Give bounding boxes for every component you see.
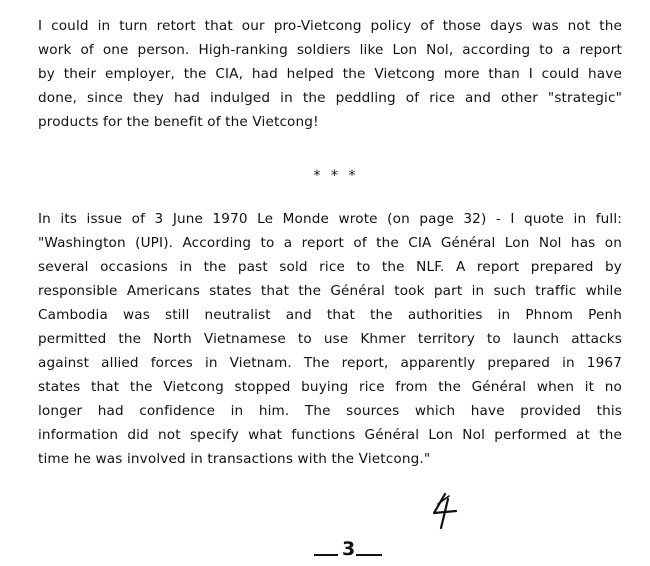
paragraph-1-line: work of one person. High-ranking soldiers like Lon Nol, according to a report <box>38 42 622 58</box>
paragraph-2-line: "Washington (UPI). According to a report of the CIA Général Lon Nol has on <box>38 235 622 251</box>
paragraph-1-line: I could in turn retort that our pro-Vietcong policy of those days was not the <box>38 18 622 34</box>
paragraph-1-line: done, since they had indulged in the peddling of rice and other "strategic" <box>38 90 622 106</box>
page-number-dash-left <box>314 554 338 556</box>
paragraph-1-line: by their employer, the CIA, had helped the Vietcong more than I could have <box>38 66 622 82</box>
paragraph-2-line: In its issue of 3 June 1970 Le Monde wrote (on page 32) - I quote in full: <box>38 211 622 227</box>
handwritten-mark <box>428 490 462 530</box>
paragraph-2-line: responsible Americans states that the Général took part in such traffic while <box>38 283 622 299</box>
paragraph-2-line: several occasions in the past sold rice to the NLF. A report prepared by <box>38 259 622 275</box>
paragraph-1 <box>38 14 622 134</box>
page-number <box>306 536 386 562</box>
section-separator: * * * <box>313 168 359 184</box>
paragraph-2-line: time he was involved in transactions with the Vietcong." <box>38 451 431 467</box>
paragraph-2-line: permitted the North Vietnamese to use Khmer territory to launch attacks <box>38 331 622 347</box>
paragraph-2 <box>38 207 622 471</box>
paragraph-1-line: products for the benefit of the Vietcong! <box>38 114 319 130</box>
paragraph-2-line: longer had confidence in him. The sources which have provided this <box>38 403 622 419</box>
paragraph-2-line: against allied forces in Vietnam. The report, apparently prepared in 1967 <box>38 355 622 371</box>
page-number-value: 3 <box>342 538 356 560</box>
paragraph-2-line: information did not specify what functions Général Lon Nol performed at the <box>38 427 622 443</box>
paragraph-2-line: states that the Vietcong stopped buying rice from the Général when it no <box>38 379 622 395</box>
page-number-dash-right <box>356 554 382 556</box>
paragraph-2-line: Cambodia was still neutralist and that the authorities in Phnom Penh <box>38 307 622 323</box>
